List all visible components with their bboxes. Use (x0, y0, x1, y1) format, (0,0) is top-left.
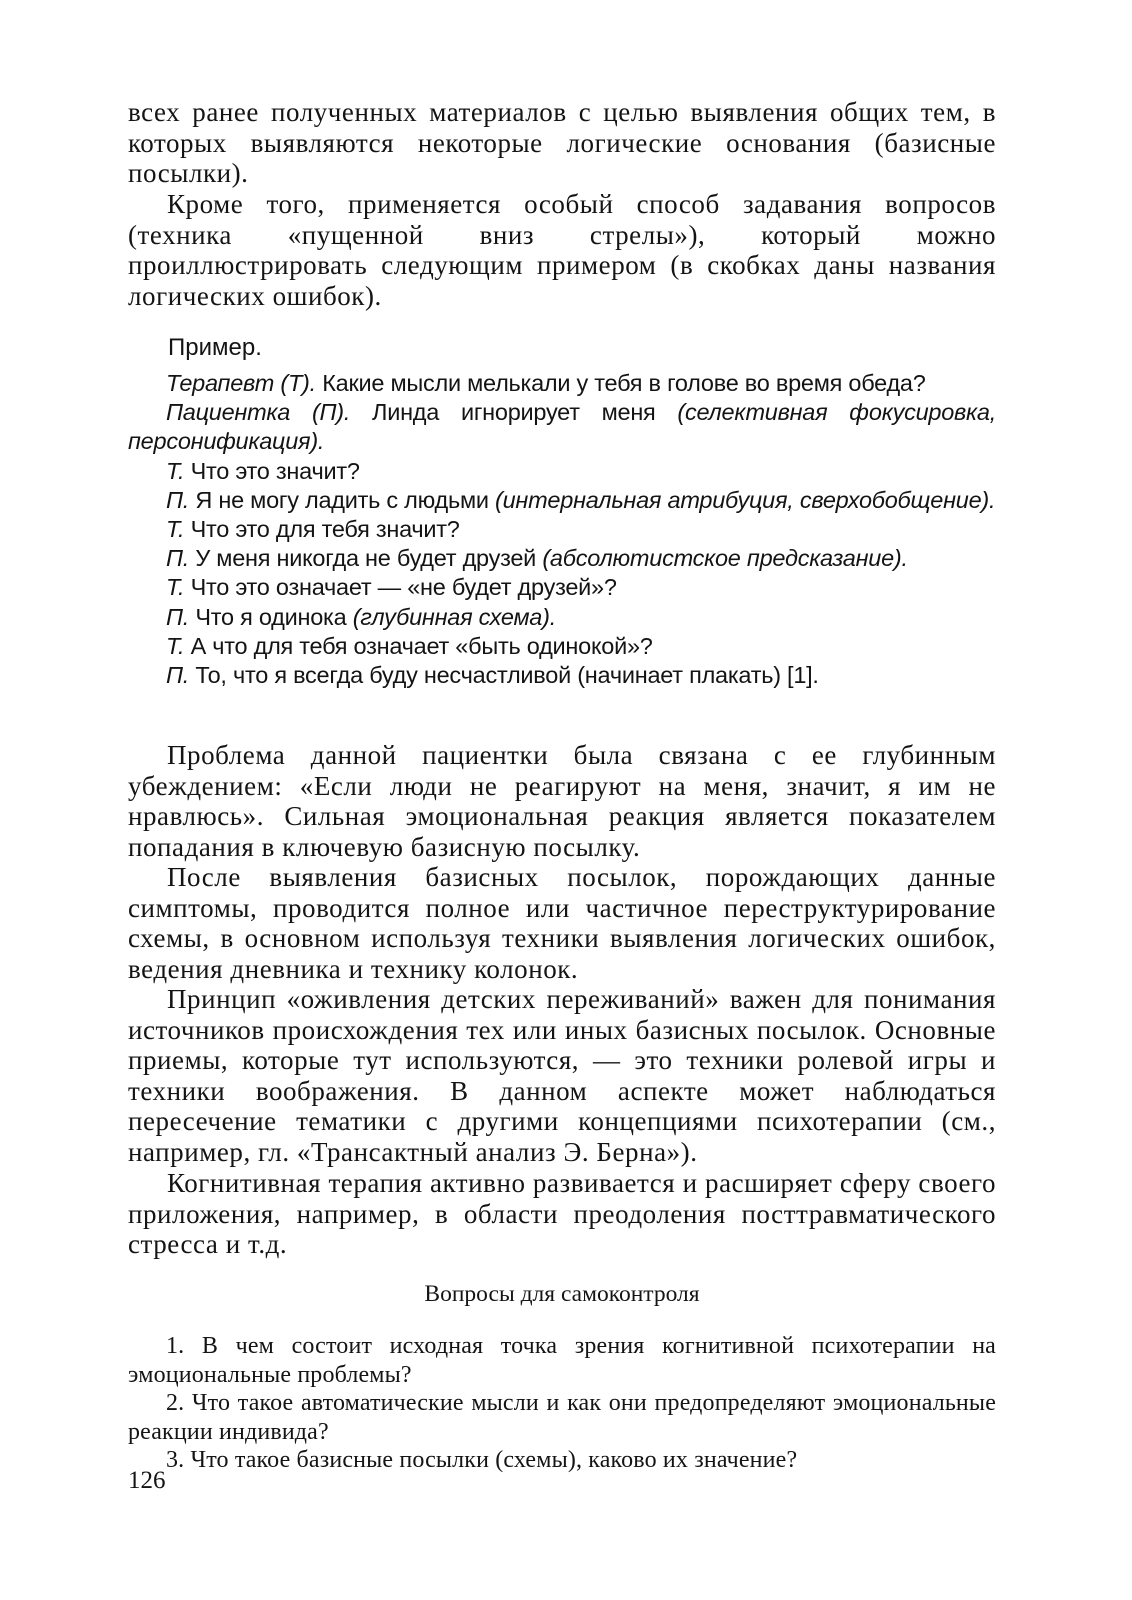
list-item: 3. Что такое базисные посылки (схемы), каково их значение? (166, 1447, 798, 1473)
paragraph-restructuring: После выявления базисных посылок, порождающих данные симптомы, проводится полное или частичное переструктурирование схемы, в основном используя техники выявления логических ошибок, ведения дневника и технику колонок. (128, 862, 996, 984)
replica-text: Что это для тебя значит? (184, 516, 460, 543)
paragraph-cognitive-therapy: Когнитивная терапия активно развивается и расширяет сферу своего приложения, например, в области преодоления посттравматического стресса и т.д. (128, 1168, 996, 1259)
replica-text: У меня никогда не будет друзей (189, 545, 543, 572)
speaker-label: Т. (166, 632, 185, 659)
paragraph-childhood-experiences: Принцип «оживления детских переживаний» важен для понимания источников происхождения тех или иных базисных посылок. Основные приемы, которые тут используются, — это техники ролевой игры и техники воображения. В данном аспекте может наблюдаться пересечение тематики с другими концепциями психотерапии (см., например, гл. «Трансактный анализ Э. Берна»). (128, 984, 996, 1167)
speaker-label: Пациентка (П). (166, 399, 351, 426)
logical-error-note: (глубинная схема). (352, 603, 556, 630)
dialog-line (128, 632, 996, 661)
paragraph-patient-belief: Проблема данной пациентки была связана с ее глубинным убеждением: «Если люди не реагируют на меня, значит, я им не нравлюсь». Сильная эмоциональная реакция является показателем попадания в ключевую базисную посылку. (128, 740, 996, 862)
speaker-label: П. (166, 662, 190, 689)
dialog-line (128, 661, 996, 690)
section-heading: Вопросы для самоконтроля (424, 1281, 700, 1307)
dialog-line (128, 486, 996, 515)
dialog-line (128, 369, 996, 398)
dialog-line (128, 457, 996, 486)
paragraph-arrow-technique: Кроме того, применяется особый способ задавания вопросов (техника «пущенной вниз стрелы»), который можно проиллюстрировать следующим примером (в скобках даны названия логических ошибок). (128, 189, 996, 311)
replica-text: То, что я всегда буду несчастливой (начинает плакать) [1]. (189, 662, 819, 689)
replica-text: Что я одинока (189, 603, 353, 630)
replica-text: Что это значит? (184, 457, 360, 484)
logical-error-note: (селективная фокусировка, персонификация). (128, 399, 996, 455)
speaker-label: П. (166, 603, 190, 630)
dialog-line (128, 515, 996, 544)
speaker-label: Т. (166, 574, 185, 601)
logical-error-note: (абсолютистское предсказание). (542, 545, 908, 572)
paragraph-continuation: всех ранее полученных материалов с целью выявления общих тем, в которых выявляются некоторые логические основания (базисные посылки). (128, 97, 996, 188)
speaker-label: П. (166, 486, 190, 513)
example-label: Пример. (168, 334, 262, 361)
replica-text: Линда игнорирует меня (350, 399, 678, 426)
speaker-label: Т. (166, 457, 185, 484)
page-number: 126 (128, 1467, 166, 1494)
replica-text: Что это означает — «не будет друзей»? (184, 574, 617, 601)
questions-list (128, 1332, 996, 1475)
list-item: 1. В чем состоит исходная точка зрения когнитивной психотерапии на эмоциональные проблемы? (128, 1333, 996, 1388)
dialog-line (128, 603, 996, 632)
dialog-line (128, 398, 996, 456)
list-item: 2. Что такое автоматические мысли и как они предопределяют эмоциональные реакции индивида? (128, 1390, 996, 1445)
replica-text: А что для тебя означает «быть одинокой»? (184, 632, 653, 659)
replica-text: Какие мысли мелькали у тебя в голове во время обеда? (315, 370, 926, 396)
replica-text: Я не могу ладить с людьми (189, 486, 496, 513)
dialog-line (128, 544, 996, 573)
logical-error-note: (интернальная атрибуция, сверхобобщение). (495, 486, 996, 513)
speaker-label: Терапевт (Т). (166, 370, 316, 396)
example-dialog (128, 369, 996, 690)
speaker-label: П. (166, 545, 190, 572)
dialog-line (128, 573, 996, 602)
speaker-label: Т. (166, 516, 185, 543)
